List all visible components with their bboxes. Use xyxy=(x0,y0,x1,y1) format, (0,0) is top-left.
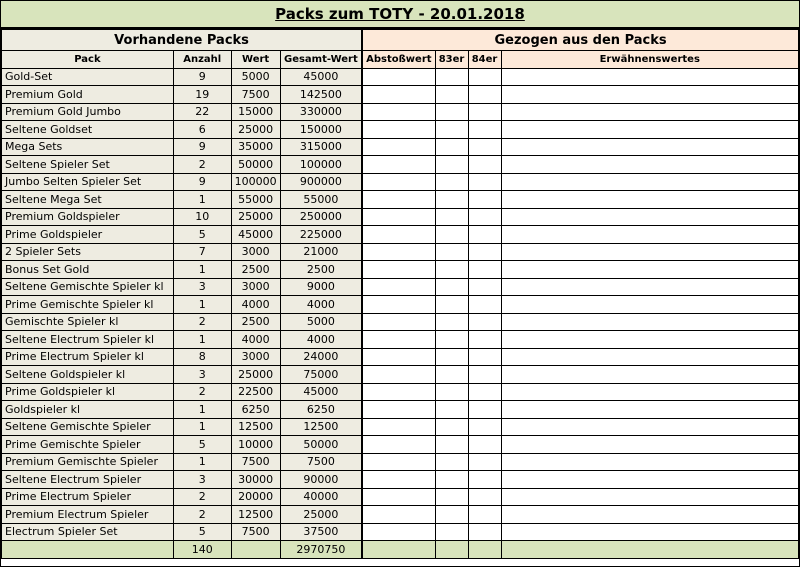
table-row xyxy=(2,436,799,454)
83er-cell[interactable] xyxy=(435,191,468,209)
gesamt-wert-cell[interactable]: 150000 xyxy=(280,121,362,139)
pack-name-cell[interactable]: Seltene Electrum Spieler xyxy=(2,471,174,489)
sheet-title: Packs zum TOTY - 20.01.2018 xyxy=(1,1,799,29)
total-wert-cell[interactable] xyxy=(231,541,280,559)
abstosswert-cell[interactable] xyxy=(362,383,435,401)
abstosswert-cell[interactable] xyxy=(362,313,435,331)
wert-cell[interactable]: 7500 xyxy=(231,453,280,471)
gesamt-wert-cell[interactable]: 55000 xyxy=(280,191,362,209)
abstosswert-cell[interactable] xyxy=(362,278,435,296)
84er-cell[interactable] xyxy=(468,506,501,524)
pack-name-cell[interactable]: Bonus Set Gold xyxy=(2,261,174,279)
abstosswert-cell[interactable] xyxy=(362,173,435,191)
erwaehnenswertes-cell[interactable] xyxy=(501,418,798,436)
pack-name-cell[interactable]: Seltene Mega Set xyxy=(2,191,174,209)
84er-cell[interactable] xyxy=(468,523,501,541)
anzahl-cell[interactable]: 1 xyxy=(173,418,231,436)
gesamt-wert-cell[interactable]: 100000 xyxy=(280,156,362,174)
83er-cell[interactable] xyxy=(435,296,468,314)
84er-cell[interactable] xyxy=(468,383,501,401)
gesamt-wert-cell[interactable]: 142500 xyxy=(280,86,362,104)
83er-cell[interactable] xyxy=(435,331,468,349)
table-body xyxy=(2,68,799,541)
gesamt-wert-cell[interactable]: 315000 xyxy=(280,138,362,156)
pack-name-cell[interactable]: Prime Electrum Spieler xyxy=(2,488,174,506)
erwaehnenswertes-cell[interactable] xyxy=(501,506,798,524)
wert-cell[interactable]: 25000 xyxy=(231,208,280,226)
anzahl-cell[interactable]: 5 xyxy=(173,226,231,244)
abstosswert-cell[interactable] xyxy=(362,86,435,104)
gesamt-wert-cell[interactable]: 21000 xyxy=(280,243,362,261)
gesamt-wert-cell[interactable]: 45000 xyxy=(280,68,362,86)
wert-cell[interactable]: 35000 xyxy=(231,138,280,156)
table-row xyxy=(2,313,799,331)
erwaehnenswertes-cell[interactable] xyxy=(501,331,798,349)
84er-cell[interactable] xyxy=(468,401,501,419)
anzahl-cell[interactable]: 5 xyxy=(173,436,231,454)
83er-cell[interactable] xyxy=(435,121,468,139)
abstosswert-cell[interactable] xyxy=(362,243,435,261)
wert-cell[interactable]: 10000 xyxy=(231,436,280,454)
erwaehnenswertes-cell[interactable] xyxy=(501,366,798,384)
totals-row xyxy=(2,541,799,559)
table-row xyxy=(2,331,799,349)
erwaehnenswertes-cell[interactable] xyxy=(501,383,798,401)
gesamt-wert-cell[interactable]: 45000 xyxy=(280,383,362,401)
84er-cell[interactable] xyxy=(468,366,501,384)
erwaehnenswertes-cell[interactable] xyxy=(501,296,798,314)
83er-cell[interactable] xyxy=(435,156,468,174)
abstosswert-cell[interactable] xyxy=(362,156,435,174)
pack-name-cell[interactable]: Electrum Spieler Set xyxy=(2,523,174,541)
erwaehnenswertes-cell[interactable] xyxy=(501,261,798,279)
83er-cell[interactable] xyxy=(435,86,468,104)
table-row xyxy=(2,471,799,489)
abstosswert-cell[interactable] xyxy=(362,366,435,384)
anzahl-cell[interactable]: 1 xyxy=(173,261,231,279)
anzahl-cell[interactable]: 1 xyxy=(173,331,231,349)
anzahl-cell[interactable]: 3 xyxy=(173,278,231,296)
gesamt-wert-cell[interactable]: 90000 xyxy=(280,471,362,489)
abstosswert-cell[interactable] xyxy=(362,436,435,454)
erwaehnenswertes-cell[interactable] xyxy=(501,313,798,331)
abstosswert-cell[interactable] xyxy=(362,401,435,419)
abstosswert-cell[interactable] xyxy=(362,226,435,244)
wert-cell[interactable]: 4000 xyxy=(231,296,280,314)
table-row xyxy=(2,453,799,471)
pack-name-cell[interactable]: Goldspieler kl xyxy=(2,401,174,419)
wert-cell[interactable]: 7500 xyxy=(231,86,280,104)
table-row xyxy=(2,226,799,244)
gesamt-wert-cell[interactable]: 330000 xyxy=(280,103,362,121)
table-row xyxy=(2,191,799,209)
table-row xyxy=(2,366,799,384)
wert-cell[interactable]: 25000 xyxy=(231,121,280,139)
erwaehnenswertes-cell[interactable] xyxy=(501,86,798,104)
total-abstosswert-cell[interactable] xyxy=(362,541,435,559)
section-gezogen: Gezogen aus den Packs xyxy=(362,30,798,51)
erwaehnenswertes-cell[interactable] xyxy=(501,436,798,454)
83er-cell[interactable] xyxy=(435,401,468,419)
erwaehnenswertes-cell[interactable] xyxy=(501,103,798,121)
83er-cell[interactable] xyxy=(435,243,468,261)
table-row xyxy=(2,68,799,86)
84er-cell[interactable] xyxy=(468,261,501,279)
wert-cell[interactable]: 12500 xyxy=(231,506,280,524)
table-row xyxy=(2,156,799,174)
section-vorhandene-packs: Vorhandene Packs xyxy=(2,30,363,51)
84er-cell[interactable] xyxy=(468,436,501,454)
erwaehnenswertes-cell[interactable] xyxy=(501,471,798,489)
erwaehnenswertes-cell[interactable] xyxy=(501,488,798,506)
anzahl-cell[interactable]: 1 xyxy=(173,453,231,471)
abstosswert-cell[interactable] xyxy=(362,331,435,349)
wert-cell[interactable]: 6250 xyxy=(231,401,280,419)
84er-cell[interactable] xyxy=(468,488,501,506)
wert-cell[interactable]: 7500 xyxy=(231,523,280,541)
83er-cell[interactable] xyxy=(435,488,468,506)
wert-cell[interactable]: 5000 xyxy=(231,68,280,86)
wert-cell[interactable]: 15000 xyxy=(231,103,280,121)
erwaehnenswertes-cell[interactable] xyxy=(501,191,798,209)
anzahl-cell[interactable]: 1 xyxy=(173,191,231,209)
col-erwaehnenswertes: Erwähnenswertes xyxy=(501,51,798,69)
gesamt-wert-cell[interactable]: 2500 xyxy=(280,261,362,279)
pack-name-cell[interactable]: Premium Goldspieler xyxy=(2,208,174,226)
abstosswert-cell[interactable] xyxy=(362,208,435,226)
84er-cell[interactable] xyxy=(468,471,501,489)
wert-cell[interactable]: 100000 xyxy=(231,173,280,191)
gesamt-wert-cell[interactable]: 40000 xyxy=(280,488,362,506)
erwaehnenswertes-cell[interactable] xyxy=(501,173,798,191)
pack-name-cell[interactable]: Gold-Set xyxy=(2,68,174,86)
gesamt-wert-cell[interactable]: 9000 xyxy=(280,278,362,296)
table-row xyxy=(2,261,799,279)
abstosswert-cell[interactable] xyxy=(362,121,435,139)
anzahl-cell[interactable]: 6 xyxy=(173,121,231,139)
erwaehnenswertes-cell[interactable] xyxy=(501,138,798,156)
84er-cell[interactable] xyxy=(468,243,501,261)
erwaehnenswertes-cell[interactable] xyxy=(501,523,798,541)
wert-cell[interactable]: 50000 xyxy=(231,156,280,174)
anzahl-cell[interactable]: 1 xyxy=(173,296,231,314)
83er-cell[interactable] xyxy=(435,261,468,279)
total-anzahl[interactable]: 140 xyxy=(173,541,231,559)
anzahl-cell[interactable]: 10 xyxy=(173,208,231,226)
gesamt-wert-cell[interactable]: 37500 xyxy=(280,523,362,541)
pack-name-cell[interactable]: Premium Electrum Spieler xyxy=(2,506,174,524)
pack-name-cell[interactable]: Seltene Goldspieler kl xyxy=(2,366,174,384)
abstosswert-cell[interactable] xyxy=(362,523,435,541)
83er-cell[interactable] xyxy=(435,366,468,384)
total-84er-cell[interactable] xyxy=(468,541,501,559)
wert-cell[interactable]: 45000 xyxy=(231,226,280,244)
83er-cell[interactable] xyxy=(435,383,468,401)
84er-cell[interactable] xyxy=(468,418,501,436)
wert-cell[interactable]: 3000 xyxy=(231,278,280,296)
anzahl-cell[interactable]: 3 xyxy=(173,366,231,384)
pack-name-cell[interactable]: Seltene Electrum Spieler kl xyxy=(2,331,174,349)
table-row xyxy=(2,401,799,419)
wert-cell[interactable]: 12500 xyxy=(231,418,280,436)
84er-cell[interactable] xyxy=(468,331,501,349)
gesamt-wert-cell[interactable]: 5000 xyxy=(280,313,362,331)
erwaehnenswertes-cell[interactable] xyxy=(501,348,798,366)
table-row xyxy=(2,121,799,139)
83er-cell[interactable] xyxy=(435,278,468,296)
pack-name-cell[interactable]: Seltene Gemischte Spieler xyxy=(2,418,174,436)
84er-cell[interactable] xyxy=(468,226,501,244)
gesamt-wert-cell[interactable]: 50000 xyxy=(280,436,362,454)
anzahl-cell[interactable]: 19 xyxy=(173,86,231,104)
abstosswert-cell[interactable] xyxy=(362,138,435,156)
erwaehnenswertes-cell[interactable] xyxy=(501,226,798,244)
83er-cell[interactable] xyxy=(435,418,468,436)
pack-name-cell[interactable]: Prime Goldspieler xyxy=(2,226,174,244)
abstosswert-cell[interactable] xyxy=(362,488,435,506)
83er-cell[interactable] xyxy=(435,348,468,366)
table-row xyxy=(2,296,799,314)
abstosswert-cell[interactable] xyxy=(362,261,435,279)
anzahl-cell[interactable]: 9 xyxy=(173,68,231,86)
anzahl-cell[interactable]: 3 xyxy=(173,471,231,489)
wert-cell[interactable]: 3000 xyxy=(231,348,280,366)
83er-cell[interactable] xyxy=(435,453,468,471)
84er-cell[interactable] xyxy=(468,278,501,296)
wert-cell[interactable]: 2500 xyxy=(231,313,280,331)
wert-cell[interactable]: 30000 xyxy=(231,471,280,489)
erwaehnenswertes-cell[interactable] xyxy=(501,243,798,261)
83er-cell[interactable] xyxy=(435,208,468,226)
wert-cell[interactable]: 20000 xyxy=(231,488,280,506)
gesamt-wert-cell[interactable]: 225000 xyxy=(280,226,362,244)
abstosswert-cell[interactable] xyxy=(362,506,435,524)
pack-name-cell[interactable]: Premium Gold xyxy=(2,86,174,104)
abstosswert-cell[interactable] xyxy=(362,191,435,209)
anzahl-cell[interactable]: 2 xyxy=(173,506,231,524)
erwaehnenswertes-cell[interactable] xyxy=(501,156,798,174)
pack-name-cell[interactable]: Mega Sets xyxy=(2,138,174,156)
erwaehnenswertes-cell[interactable] xyxy=(501,401,798,419)
83er-cell[interactable] xyxy=(435,226,468,244)
wert-cell[interactable]: 2500 xyxy=(231,261,280,279)
erwaehnenswertes-cell[interactable] xyxy=(501,278,798,296)
wert-cell[interactable]: 4000 xyxy=(231,331,280,349)
pack-name-cell[interactable]: Premium Gemischte Spieler xyxy=(2,453,174,471)
section-header-row xyxy=(2,30,799,51)
83er-cell[interactable] xyxy=(435,313,468,331)
col-pack: Pack xyxy=(2,51,174,69)
table-row xyxy=(2,278,799,296)
gesamt-wert-cell[interactable]: 4000 xyxy=(280,331,362,349)
84er-cell[interactable] xyxy=(468,68,501,86)
84er-cell[interactable] xyxy=(468,103,501,121)
anzahl-cell[interactable]: 2 xyxy=(173,488,231,506)
abstosswert-cell[interactable] xyxy=(362,68,435,86)
column-header-row xyxy=(2,51,799,69)
abstosswert-cell[interactable] xyxy=(362,471,435,489)
pack-name-cell[interactable]: Prime Electrum Spieler kl xyxy=(2,348,174,366)
gesamt-wert-cell[interactable]: 24000 xyxy=(280,348,362,366)
84er-cell[interactable] xyxy=(468,121,501,139)
erwaehnenswertes-cell[interactable] xyxy=(501,453,798,471)
table-row xyxy=(2,488,799,506)
abstosswert-cell[interactable] xyxy=(362,103,435,121)
84er-cell[interactable] xyxy=(468,453,501,471)
pack-name-cell[interactable]: Seltene Goldset xyxy=(2,121,174,139)
col-wert: Wert xyxy=(231,51,280,69)
table-row xyxy=(2,243,799,261)
83er-cell[interactable] xyxy=(435,523,468,541)
col-84er: 84er xyxy=(468,51,501,69)
83er-cell[interactable] xyxy=(435,173,468,191)
anzahl-cell[interactable]: 1 xyxy=(173,401,231,419)
84er-cell[interactable] xyxy=(468,86,501,104)
abstosswert-cell[interactable] xyxy=(362,453,435,471)
84er-cell[interactable] xyxy=(468,156,501,174)
total-83er-cell[interactable] xyxy=(435,541,468,559)
anzahl-cell[interactable]: 9 xyxy=(173,138,231,156)
gesamt-wert-cell[interactable]: 6250 xyxy=(280,401,362,419)
wert-cell[interactable]: 55000 xyxy=(231,191,280,209)
pack-name-cell[interactable]: Prime Gemischte Spieler xyxy=(2,436,174,454)
table-row xyxy=(2,348,799,366)
anzahl-cell[interactable]: 2 xyxy=(173,313,231,331)
pack-name-cell[interactable]: Prime Goldspieler kl xyxy=(2,383,174,401)
84er-cell[interactable] xyxy=(468,191,501,209)
84er-cell[interactable] xyxy=(468,348,501,366)
table-row xyxy=(2,173,799,191)
pack-name-cell[interactable]: Seltene Gemischte Spieler kl xyxy=(2,278,174,296)
gesamt-wert-cell[interactable]: 75000 xyxy=(280,366,362,384)
anzahl-cell[interactable]: 8 xyxy=(173,348,231,366)
table-row xyxy=(2,208,799,226)
gesamt-wert-cell[interactable]: 25000 xyxy=(280,506,362,524)
gesamt-wert-cell[interactable]: 900000 xyxy=(280,173,362,191)
total-erwaehnenswertes-cell[interactable] xyxy=(501,541,798,559)
pack-name-cell[interactable]: Jumbo Selten Spieler Set xyxy=(2,173,174,191)
anzahl-cell[interactable]: 5 xyxy=(173,523,231,541)
gesamt-wert-cell[interactable]: 250000 xyxy=(280,208,362,226)
table-row xyxy=(2,103,799,121)
84er-cell[interactable] xyxy=(468,313,501,331)
84er-cell[interactable] xyxy=(468,296,501,314)
table-row xyxy=(2,418,799,436)
83er-cell[interactable] xyxy=(435,506,468,524)
total-gesamt-wert[interactable]: 2970750 xyxy=(280,541,362,559)
table-row xyxy=(2,138,799,156)
gesamt-wert-cell[interactable]: 7500 xyxy=(280,453,362,471)
table-row xyxy=(2,523,799,541)
anzahl-cell[interactable]: 22 xyxy=(173,103,231,121)
pack-name-cell[interactable]: Prime Gemischte Spieler kl xyxy=(2,296,174,314)
erwaehnenswertes-cell[interactable] xyxy=(501,208,798,226)
erwaehnenswertes-cell[interactable] xyxy=(501,121,798,139)
abstosswert-cell[interactable] xyxy=(362,348,435,366)
abstosswert-cell[interactable] xyxy=(362,418,435,436)
table-row xyxy=(2,383,799,401)
gesamt-wert-cell[interactable]: 12500 xyxy=(280,418,362,436)
83er-cell[interactable] xyxy=(435,471,468,489)
pack-name-cell[interactable]: 2 Spieler Sets xyxy=(2,243,174,261)
anzahl-cell[interactable]: 2 xyxy=(173,156,231,174)
anzahl-cell[interactable]: 9 xyxy=(173,173,231,191)
pack-name-cell[interactable]: Seltene Spieler Set xyxy=(2,156,174,174)
wert-cell[interactable]: 22500 xyxy=(231,383,280,401)
84er-cell[interactable] xyxy=(468,208,501,226)
col-83er: 83er xyxy=(435,51,468,69)
total-label-cell[interactable] xyxy=(2,541,174,559)
col-gesamt-wert: Gesamt-Wert xyxy=(280,51,362,69)
wert-cell[interactable]: 3000 xyxy=(231,243,280,261)
pack-name-cell[interactable]: Gemischte Spieler kl xyxy=(2,313,174,331)
col-anzahl: Anzahl xyxy=(173,51,231,69)
anzahl-cell[interactable]: 2 xyxy=(173,383,231,401)
83er-cell[interactable] xyxy=(435,68,468,86)
83er-cell[interactable] xyxy=(435,138,468,156)
col-abstosswert: Abstoßwert xyxy=(362,51,435,69)
pack-name-cell[interactable]: Premium Gold Jumbo xyxy=(2,103,174,121)
83er-cell[interactable] xyxy=(435,103,468,121)
table-row xyxy=(2,86,799,104)
packs-table xyxy=(1,29,799,559)
wert-cell[interactable]: 25000 xyxy=(231,366,280,384)
erwaehnenswertes-cell[interactable] xyxy=(501,68,798,86)
abstosswert-cell[interactable] xyxy=(362,296,435,314)
83er-cell[interactable] xyxy=(435,436,468,454)
84er-cell[interactable] xyxy=(468,138,501,156)
84er-cell[interactable] xyxy=(468,173,501,191)
anzahl-cell[interactable]: 7 xyxy=(173,243,231,261)
gesamt-wert-cell[interactable]: 4000 xyxy=(280,296,362,314)
table-row xyxy=(2,506,799,524)
